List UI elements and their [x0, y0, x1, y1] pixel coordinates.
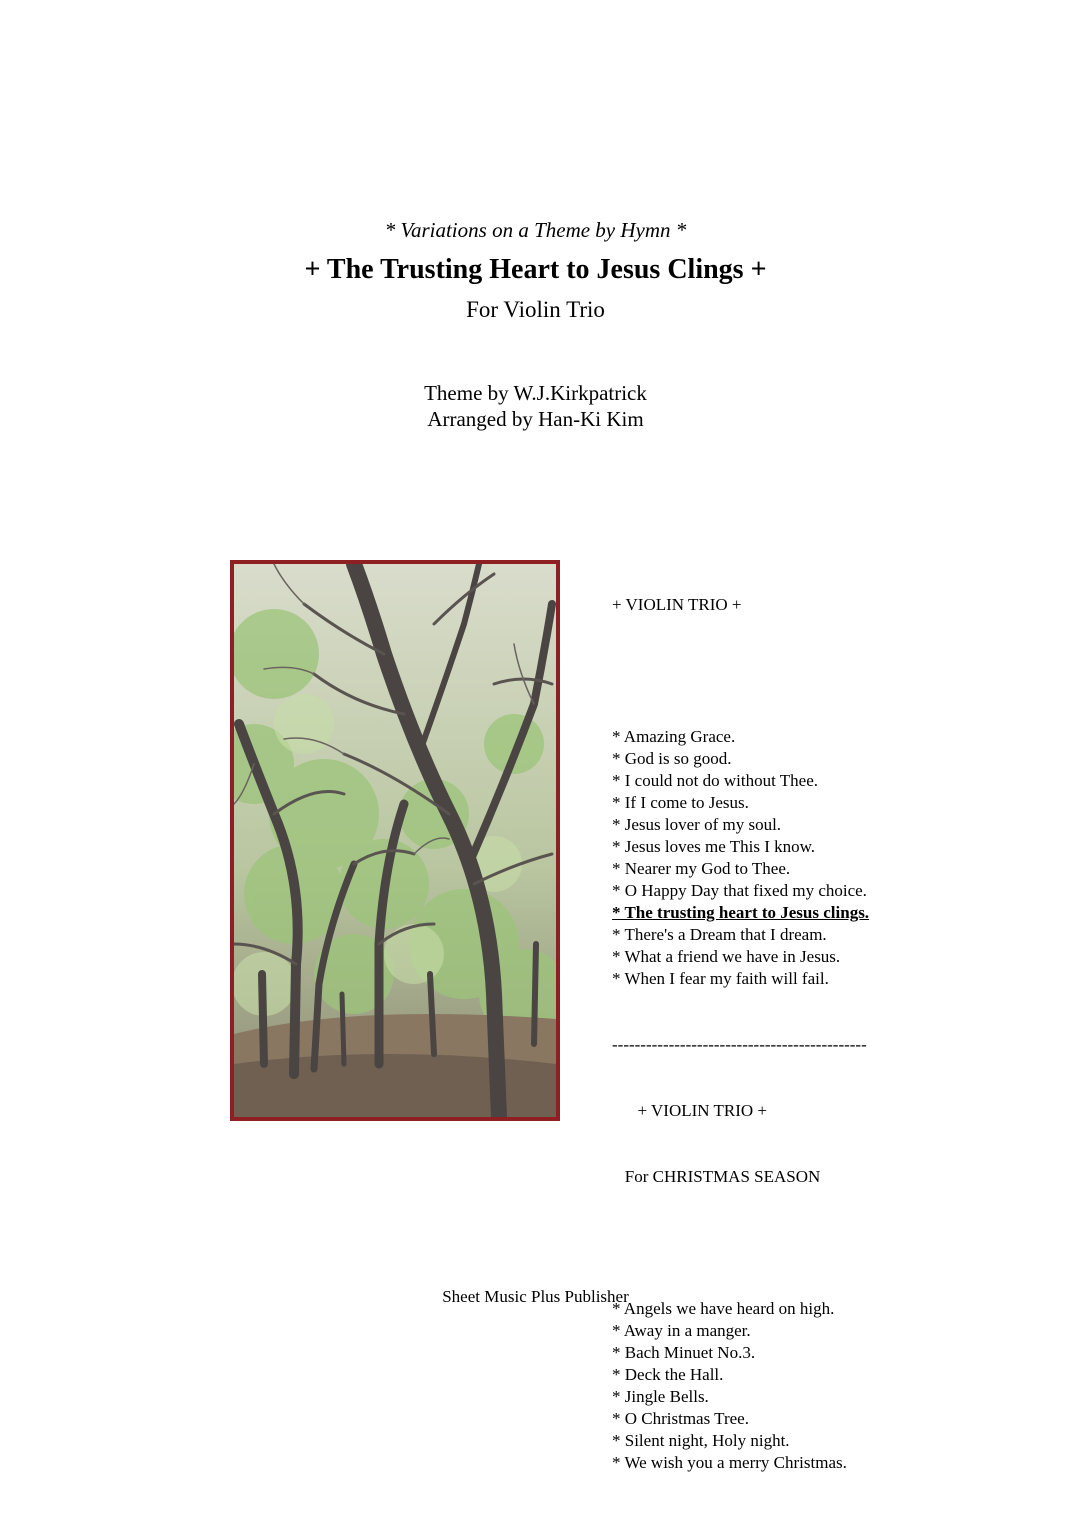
- page-title: + The Trusting Heart to Jesus Clings +: [304, 254, 767, 285]
- list-item: * When I fear my faith will fail.: [612, 969, 829, 988]
- list-item: * Angels we have heard on high.: [612, 1299, 835, 1318]
- list-item: * Silent night, Holy night.: [612, 1431, 790, 1450]
- list-item: * If I come to Jesus.: [612, 793, 749, 812]
- list-item: * O Happy Day that fixed my choice.: [612, 881, 867, 900]
- spacer: [612, 1232, 869, 1254]
- theme-credit: Theme by W.J.Kirkpatrick: [424, 381, 647, 405]
- christmas-items: [612, 1298, 869, 1474]
- trio-items: [612, 726, 869, 990]
- catalog-list: [612, 550, 869, 1496]
- list-item: * There's a Dream that I dream.: [612, 925, 827, 944]
- instrumentation: For Violin Trio: [466, 297, 605, 322]
- list-item-highlighted: * The trusting heart to Jesus clings.: [612, 903, 870, 922]
- arranger-credit: Arranged by Han-Ki Kim: [427, 407, 644, 431]
- list-item: * I could not do without Thee.: [612, 771, 819, 790]
- list-item: * Jesus lover of my soul.: [612, 815, 782, 834]
- list-item: * Nearer my God to Thee.: [612, 859, 791, 878]
- list-item: * Away in a manger.: [612, 1321, 751, 1340]
- subtitle: * Variations on a Theme by Hymn *: [384, 218, 687, 242]
- list-item: * Amazing Grace.: [612, 727, 736, 746]
- divider: ---------------------------------------------: [612, 1035, 867, 1054]
- publisher: Sheet Music Plus Publisher: [442, 1287, 629, 1306]
- forest-photo: [230, 560, 560, 1121]
- list-item: * Jesus loves me This I know.: [612, 837, 816, 856]
- list-item: * We wish you a merry Christmas.: [612, 1453, 847, 1472]
- list-item: * O Christmas Tree.: [612, 1409, 749, 1428]
- forest-trees-illustration: [234, 564, 556, 1117]
- list-item: * Bach Minuet No.3.: [612, 1343, 756, 1362]
- list-item: * Deck the Hall.: [612, 1365, 724, 1384]
- christmas-heading-1: + VIOLIN TRIO +: [612, 1101, 768, 1120]
- trio-heading: + VIOLIN TRIO +: [612, 595, 742, 614]
- christmas-heading-2: For CHRISTMAS SEASON: [612, 1167, 821, 1186]
- list-item: * Jingle Bells.: [612, 1387, 709, 1406]
- list-item: * God is so good.: [612, 749, 732, 768]
- spacer: [612, 660, 869, 682]
- list-item: * What a friend we have in Jesus.: [612, 947, 841, 966]
